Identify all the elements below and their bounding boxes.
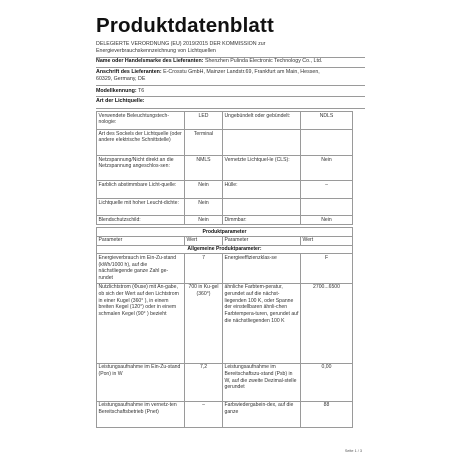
table-cell: Nein xyxy=(301,216,353,225)
supplier-name-row xyxy=(96,58,366,65)
table-cell: 0,00 xyxy=(301,363,353,401)
column-header: Parameter xyxy=(223,236,301,245)
table-cell: NDLS xyxy=(301,112,353,130)
table-cell: Netzspannung/Nicht direkt an die Netzspannung angeschlos-sen: xyxy=(97,156,185,181)
table-row xyxy=(97,181,353,199)
table-cell: LED xyxy=(185,112,223,130)
regulation-intro xyxy=(96,41,366,55)
table-row xyxy=(97,130,353,156)
table-row xyxy=(97,401,353,427)
table-cell: 88 xyxy=(301,401,353,427)
table-section-header xyxy=(97,245,353,254)
table-cell: Energieeffizienzklas-se xyxy=(223,254,301,283)
table-cell: Farbwiedergabein-dex, auf die ganze xyxy=(223,401,301,427)
table-cell: Nein xyxy=(185,216,223,225)
light-source-table xyxy=(96,111,353,225)
light-source-type-label: Art der Lichtquelle: xyxy=(96,98,145,104)
table-cell: Energieverbrauch im Ein-Zu-stand (kWh/1000 h), auf die nächstliegende ganze Zahl ge-rundet xyxy=(97,254,185,283)
table-cell: Leistungsaufnahme im vernetz-ten Bereitschaftsbetrieb (Pnet) xyxy=(97,401,185,427)
document-title: Produktdatenblatt xyxy=(96,14,274,37)
table-section-header xyxy=(97,228,353,237)
table-cell: F xyxy=(301,254,353,283)
table-row xyxy=(97,283,353,363)
supplier-address-row xyxy=(96,69,366,83)
supplier-name-value: Shenzhen Pulinda Electronic Technology Co., Ltd. xyxy=(204,58,323,64)
intro-line-1: DELEGIERTE VERORDNUNG (EU) 2019/2015 DER KOMMISSION zur xyxy=(96,41,266,47)
table-cell xyxy=(301,199,353,216)
model-id-label: Modellkennung: xyxy=(96,88,137,94)
table-cell xyxy=(301,130,353,156)
supplier-address-label: Anschrift des Lieferanten: xyxy=(96,69,162,75)
table-cell: 2700...6500 xyxy=(301,283,353,363)
table-row xyxy=(97,363,353,401)
model-id-row xyxy=(96,88,366,95)
table-cell: 7 xyxy=(185,254,223,283)
supplier-address-value-line2: 60329, Germany, DE xyxy=(96,76,146,82)
table-cell: Nein xyxy=(185,199,223,216)
table-cell: NMLS xyxy=(185,156,223,181)
table-cell xyxy=(223,199,301,216)
supplier-name-label: Name oder Handelsmarke des Lieferanten: xyxy=(96,58,204,64)
table-cell: Lichtquelle mit hoher Leucht-dichte: xyxy=(97,199,185,216)
table-row xyxy=(97,199,353,216)
model-id-value: T6 xyxy=(138,88,145,94)
table-cell: – xyxy=(185,401,223,427)
table-row xyxy=(97,112,353,130)
table-row xyxy=(97,254,353,283)
table-cell xyxy=(223,130,301,156)
table-cell: Hülle: xyxy=(223,181,301,199)
product-parameters-heading: Produktparameter xyxy=(97,228,353,237)
divider xyxy=(96,67,365,68)
table-cell: Art des Sockels der Lichtquelle (oder andere elektrische Schnittstelle) xyxy=(97,130,185,156)
table-header-row xyxy=(97,236,353,245)
table-row xyxy=(97,216,353,225)
table-cell: – xyxy=(301,181,353,199)
table-row xyxy=(97,156,353,181)
table-cell: Terminal xyxy=(185,130,223,156)
table-cell: Farblich abstimmbare Licht-quelle: xyxy=(97,181,185,199)
table-cell: Nutzlichtstrom (Φuse) mit An-gabe, ob sich der Wert auf den Lichtstrom in einer Kugel (360° ), in einem breiten Kegel (120°) oder in einem schmalen Kegel (90° ) bezieht xyxy=(97,283,185,363)
table-cell: Nein xyxy=(185,181,223,199)
light-source-type-row xyxy=(96,98,366,105)
column-header: Wert xyxy=(185,236,223,245)
general-parameters-heading: Allgemeine Produktparameter: xyxy=(97,245,353,254)
table-cell: 700 in Ku-gel (360°) xyxy=(185,283,223,363)
table-cell: Dimmbar: xyxy=(223,216,301,225)
supplier-address-value-line1: E-Crosstu GmbH, Mainzer Landstr.69, Frankfurt am Main, Hessen, xyxy=(163,69,320,75)
intro-line-2: Energieverbrauchskennzeichnung von Lichtquellen xyxy=(96,48,216,54)
column-header: Parameter xyxy=(97,236,185,245)
page-number: Seite 1 / 3 xyxy=(344,449,362,453)
table-cell: Vernetzte Lichtquel-le (CLS): xyxy=(223,156,301,181)
table-cell: Blendschutzschild: xyxy=(97,216,185,225)
table-cell: ähnliche Farbtem-peratur, gerundet auf die nächst-liegenden 100 K, oder Spanne der einstellbaren ähnli-chen Farbtempera-turen, gerundet auf die nächstliegenden 100 K xyxy=(223,283,301,363)
column-header: Wert xyxy=(301,236,353,245)
table-cell: Verwendete Beleuchtungstech-nologie: xyxy=(97,112,185,130)
divider xyxy=(96,108,365,109)
divider xyxy=(96,96,365,97)
table-cell: Leistungsaufnahme im Ein-Zu-stand (Pon) in W xyxy=(97,363,185,401)
table-cell: Nein xyxy=(301,156,353,181)
table-cell: Leistungsaufnahme im Bereitschaftszu-stand (Psb) in W, auf die zweite Dezimal-stelle gerundet xyxy=(223,363,301,401)
table-cell: 7,2 xyxy=(185,363,223,401)
divider xyxy=(96,85,365,86)
product-parameters-table xyxy=(96,227,353,428)
table-cell: Ungebündelt oder gebündelt: xyxy=(223,112,301,130)
